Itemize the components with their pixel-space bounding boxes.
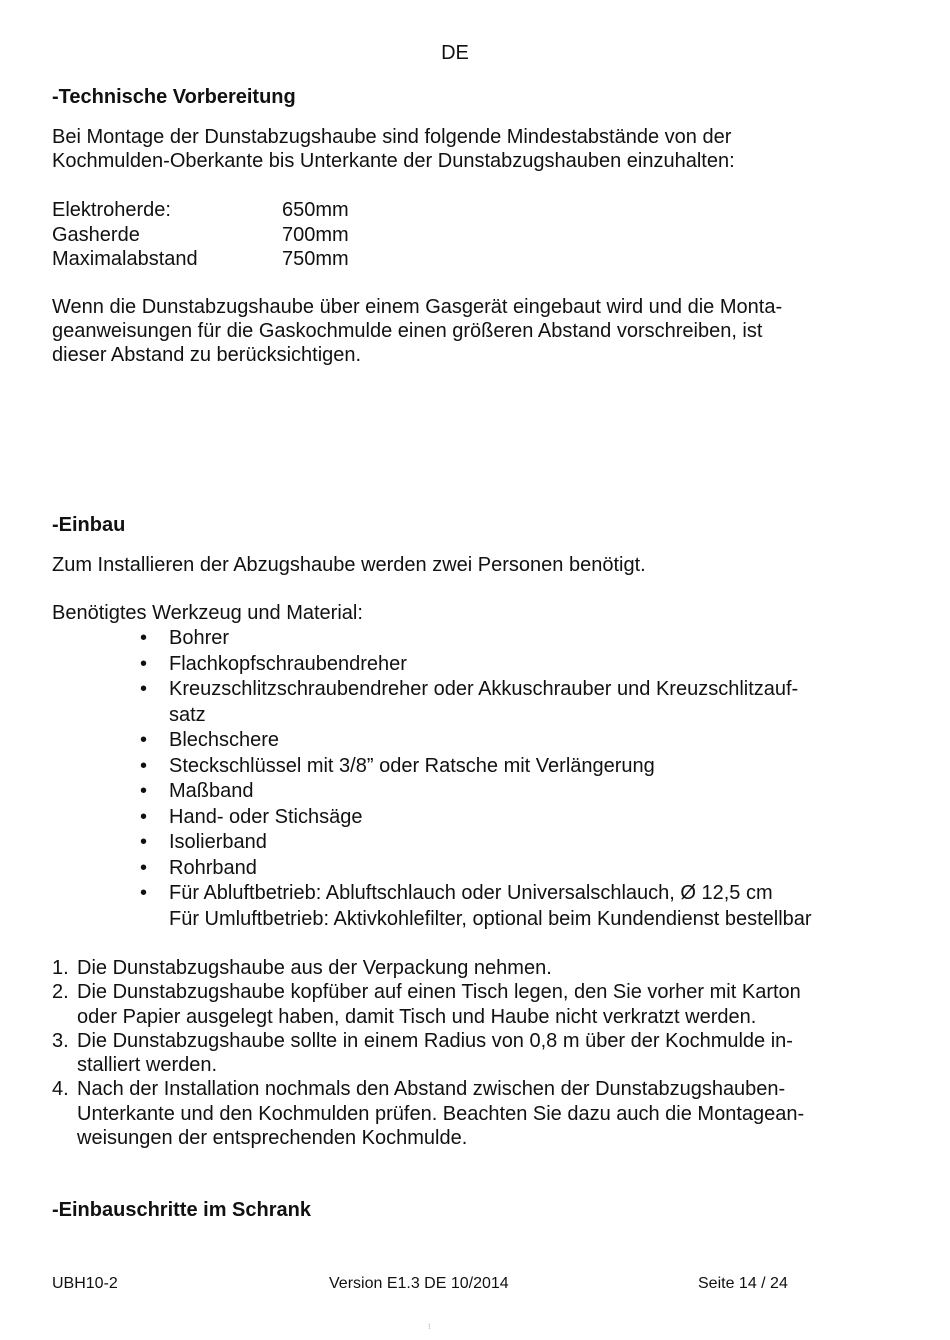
step-item: 2. Die Dunstabzugshaube kopfüber auf einen Tisch legen, den Sie vorher mit Karton oder Papier ausgelegt haben, damit Tisch und Haube nicht verkratzt werden. [52, 981, 801, 1028]
tools-heading-line: Benötigtes Werkzeug und Material: [52, 602, 363, 624]
intro-line: Bei Montage der Dunstabzugshaube sind folgende Mindestabstände von der [52, 126, 732, 148]
tool-item: • Hand- oder Stichsäge [140, 805, 812, 831]
note-line: dieser Abstand zu berücksichtigen. [52, 344, 362, 366]
distance-label: Gasherde [52, 223, 140, 246]
tools-heading [52, 601, 852, 625]
distance-row [52, 247, 349, 272]
distance-row [52, 198, 349, 223]
tool-item: • Isolierband [140, 830, 812, 856]
note-line: Wenn die Dunstabzugshaube über einem Gasgerät eingebaut wird und die Monta- [52, 296, 783, 318]
step-number: 3. [52, 1029, 69, 1052]
tool-item: • Maßband [140, 779, 812, 805]
tools-list [140, 626, 812, 932]
section-title-einbauschritte: -Einbauschritte im Schrank [52, 1199, 311, 1221]
step-number: 4. [52, 1078, 69, 1101]
tool-item: • Für Abluftbetrieb: Abluftschlauch oder Universalschlauch, Ø 12,5 cm Für Umluftbetrieb: Aktivkohlefilter, optional beim Kundendienst bestellbar [140, 881, 812, 932]
step-item: 1. Die Dunstabzugshaube aus der Verpackung nehmen. [52, 957, 552, 979]
step-number: 2. [52, 981, 69, 1004]
tool-item: • Steckschlüssel mit 3/8” oder Ratsche mit Verlängerung [140, 754, 812, 780]
footer-page-number: Seite 14 / 24 [698, 1275, 788, 1292]
section-title-einbau: -Einbau [52, 514, 126, 536]
note-line: geanweisungen für die Gaskochmulde einen größeren Abstand vorschreiben, ist [52, 320, 763, 342]
language-code: DE [441, 42, 469, 64]
distance-value: 700mm [282, 223, 349, 246]
tool-item: • Kreuzschlitzschraubendreher oder Akkuschrauber und Kreuzschlitzauf- satz [140, 677, 812, 728]
footer-version: Version E1.3 DE 10/2014 [329, 1275, 509, 1292]
step-item: 4. Nach der Installation nochmals den Abstand zwischen der Dunstabzugshauben- Unterkante und den Kochmulden prüfen. Beachten Sie dazu auch die Montagean- weisungen der entsprechenden Kochmulde. [52, 1078, 805, 1150]
intro-line: Kochmulden-Oberkante bis Unterkante der Dunstabzugshauben einzuhalten: [52, 150, 735, 172]
distance-label: Elektroherde: [52, 199, 171, 221]
persons-line: Zum Installieren der Abzugshaube werden zwei Personen benötigt. [52, 554, 646, 576]
tool-item: • Flachkopfschraubendreher [140, 652, 812, 678]
section-title-technische-vorbereitung: -Technische Vorbereitung [52, 86, 296, 108]
distance-value: 750mm [282, 248, 349, 270]
scan-mark: ⁝ [428, 1322, 431, 1331]
intro-paragraph [52, 125, 852, 173]
tool-item: • Blechschere [140, 728, 812, 754]
distance-value: 650mm [282, 199, 349, 221]
tool-item: • Bohrer [140, 626, 812, 652]
installation-steps [52, 956, 804, 1150]
gas-note-paragraph [52, 295, 852, 367]
step-number: 1. [52, 957, 69, 979]
distance-label: Maximalabstand [52, 248, 198, 270]
step-item: 3. Die Dunstabzugshaube sollte in einem Radius von 0,8 m über der Kochmulde in- stalliert werden. [52, 1029, 793, 1077]
footer-model: UBH10-2 [52, 1275, 118, 1292]
distance-row [52, 223, 349, 248]
persons-note [52, 553, 852, 577]
distance-table [52, 198, 349, 272]
tool-item: • Rohrband [140, 856, 812, 882]
